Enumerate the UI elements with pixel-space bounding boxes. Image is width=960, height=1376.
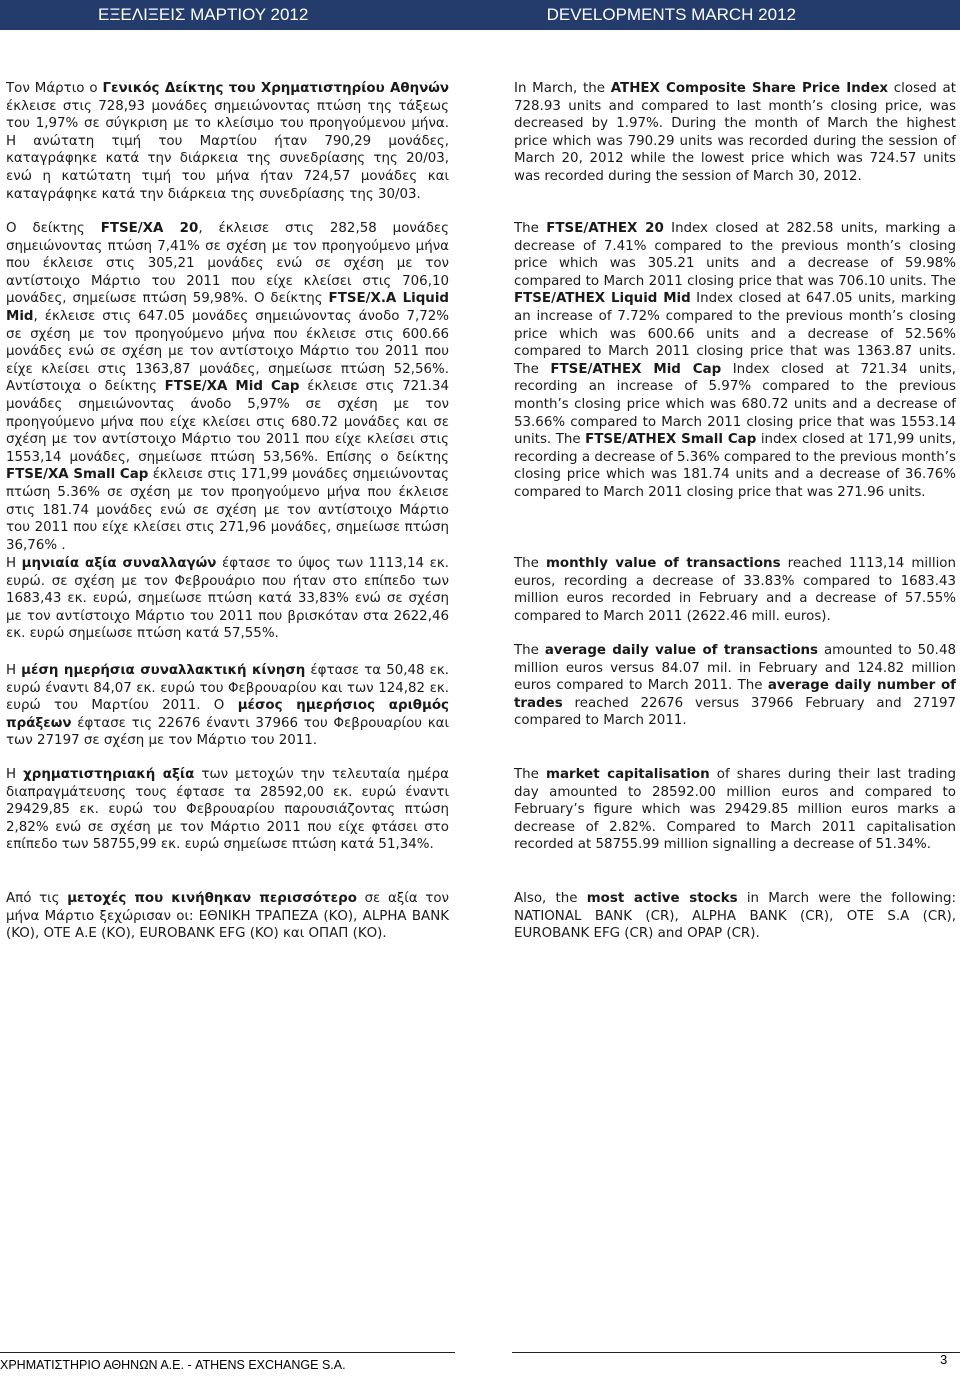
en-paragraph-ftse-indices: The FTSE/ATHEX 20 Index closed at 282.58 units, marking a decrease of 7.41% compared to the previous month’s closing price which was 305.21 units and a decrease of 59.98% compared to March 2011 closing price that was 706.10 units. The FTSE/ATHEX Liquid Mid Index closed at 647.05 units, marking an increase of 7.72% compared to the previous month’s closing price which was 600.66 units and a decrease of 52.56% compared to March 2011 closing price that was 1363.87 units. The FTSE/ATHEX Mid Cap Index closed at 721.34 units, recording an increase of 5.97% compared to the previous month’s closing price which was 680.72 units and a decrease of 53.66% compared to March 2011 closing price that was 1553.14 units. The FTSE/ATHEX Small Cap index closed at 171,99 units, recording a decrease of 5.36% compared to the previous month’s closing price which was 181.74 units and a decrease of 36.76% compared to March 2011 closing price that was 271.96 units. [514,221,957,500]
en-paragraph-daily-activity: The average daily value of transactions amounted to 50.48 million euros versus 84.07 mil. in February and 124.82 million euros compared to March 2011. The average daily number of trades reached 22676 versus 37966 February and 27197 compared to March 2011. [514,643,956,729]
footer-divider-right [512,1352,960,1353]
gr-paragraph-market-cap: Η χρηματιστηριακή αξία των μετοχών την τελευταία ημέρα διαπραγμάτευσης τους έφτασε τα 28592,00 εκ. ευρώ έναντι 29429,85 εκ. ευρώ του Φεβρουαρίου παρουσιάζοντας πτώση 2,82% ενώ σε σχέση με τον Μάρτιο 2011 που είχε φτάσει στο επίπεδο των 58755,99 εκ. ευρώ σημείωσε πτώση κατά 51,34%. [6,767,449,853]
footer-divider-left [0,1352,455,1353]
en-paragraph-monthly-value: The monthly value of transactions reached 1113,14 million euros, recording a decrease of 33.83% compared to 1683.43 million euros recorded in February and a decrease of 57.55% compared to March 2011 (2622.46 mill. euros). [514,556,956,624]
header-title-greek: ΕΞΕΛΙΞΕΙΣ ΜΑΡΤΙΟΥ 2012 [98,5,309,24]
gr-paragraph-monthly-value: Η μηνιαία αξία συναλλαγών έφτασε το ύψος των 1113,14 εκ. ευρώ. σε σχέση με τον Φεβρουάριο που ήταν στο επίπεδο των 1683,43 εκ. ευρώ, σημείωσε πτώση κατά 33,83% ενώ σε σχέση με τον αντίστοιχο Μάρτιο του 2011 που βρισκόταν στα 2622,46 εκ. ευρώ σημείωσε πτώση κατά 57,55%. [6,556,449,642]
gr-paragraph-ftse-indices: Ο δείκτης FTSE/XA 20, έκλεισε στις 282,58 μονάδες σημειώνοντας πτώση 7,41% σε σχέση με τον προηγούμενο μήνα που έκλεισε στις 305,21 μονάδες ενώ σε σχέση με τον αντίστοιχο Μάρτιο του 2011 που είχε κλείσει στις 706,10 μονάδες, σημείωσε πτώση 59,98%. Ο δείκτης FTSE/X.A Liquid Mid, έκλεισε στις 647.05 μονάδες σημειώνοντας άνοδο 7,72% σε σχέση με τον προηγούμενο μήνα που έκλεισε στις 600.66 μονάδες ενώ σε σχέση με τον αντίστοιχο Μάρτιο του 2011 που είχε κλείσει στις 1363,87 μονάδες, σημείωσε πτώση 52,56%. Αντίστοιχα ο δείκτης FTSE/XA Mid Cap έκλεισε στις 721.34 μονάδες σημειώνοντας άνοδο 5,97% σε σχέση με τον προηγούμενο μήνα που είχε κλείσει στις 680.72 μονάδες και σε σχέση με τον αντίστοιχο Μάρτιο του 2011 που είχε κλείσει στις 1553,14 μονάδες, σημείωσε πτώση 53,56%. Επίσης ο δείκτης FTSE/XA Small Cap έκλεισε στις 171,99 μονάδες σημειώνοντας πτώση 5.36% σε σχέση με τον προηγούμενο μήνα που έκλεισε στις 181.74 μονάδες ενώ σε σχέση με τον αντίστοιχο Μάρτιο του 2011 που είχε κλείσει στις 271,96 μονάδες, σημείωσε πτώση 36,76% . [6,221,449,553]
page-number: 3 [940,1352,948,1367]
gr-paragraph-general-index: Τον Μάρτιο ο Γενικός Δείκτης του Χρηματιστηρίου Αθηνών έκλεισε στις 728,93 μονάδες σημειώνοντας πτώση της τάξεως του 1,97% σε σύγκριση με το κλείσιμο του προηγούμενου μήνα. Η ανώτατη τιμή του Μαρτίου ήταν 790,29 μονάδες, καταγράφηκε κατά την διάρκεια της συνεδρίασης της 20/03, ενώ η κατώτατη τιμή του μήνα ήταν 724,57 μονάδες και καταγράφηκε κατά την διάρκεια της συνεδρίασης της 30/03. [6,81,449,202]
header-title-english: DEVELOPMENTS MARCH 2012 [546,5,796,24]
page-header [0,0,960,30]
en-paragraph-active-stocks: Also, the most active stocks in March were the following: NATIONAL BANK (CR), ALPHA BANK (CR), OTE S.A (CR), EUROBANK EFG (CR) and OPAP (CR). [514,891,957,942]
gr-paragraph-daily-activity: Η μέση ημερήσια συναλλακτική κίνηση έφτασε τα 50,48 εκ. ευρώ έναντι 84,07 εκ. ευρώ του Φεβρουαρίου και των 124,82 εκ. ευρώ του Μαρτίου 2011. Ο μέσος ημερήσιος αριθμός πράξεων έφτασε τις 22676 έναντι 37966 του Φεβρουαρίου και των 27197 σε σχέση με τον Μάρτιο του 2011. [6,663,450,749]
gr-paragraph-active-stocks: Από τις μετοχές που κινήθηκαν περισσότερο σε αξία τον μήνα Μάρτιο ξεχώρισαν οι: ΕΘΝΙΚΗ ΤΡΑΠΕΖΑ (ΚΟ), ALPHA BANK (KO), ΟΤΕ Α.Ε (ΚΟ), EUROBANK EFG (KO) και ΟΠΑΠ (ΚΟ). [6,891,449,942]
en-paragraph-market-cap: The market capitalisation of shares during their last trading day amounted to 28592.00 million euros and compared to February’s figure which was 29429.85 million euros marks a decrease of 2.82%. Compared to March 2011 capitalisation recorded at 58755.99 million signalling a decrease of 51.34%. [514,767,957,853]
footer-company-name: ΧΡΗΜΑΤΙΣΤΗΡΙΟ ΑΘΗΝΩΝ Α.Ε. - ATHENS EXCHANGE S.A. [0,1358,346,1372]
en-paragraph-general-index: In March, the ATHEX Composite Share Price Index closed at 728.93 units and compared to last month’s closing price, was decreased by 1.97%. During the month of March the highest price which was 790.29 units was recorded during the session of March 20, 2012 while the lowest price which was 724.57 units was recorded during the session of March 30, 2012. [514,81,956,184]
